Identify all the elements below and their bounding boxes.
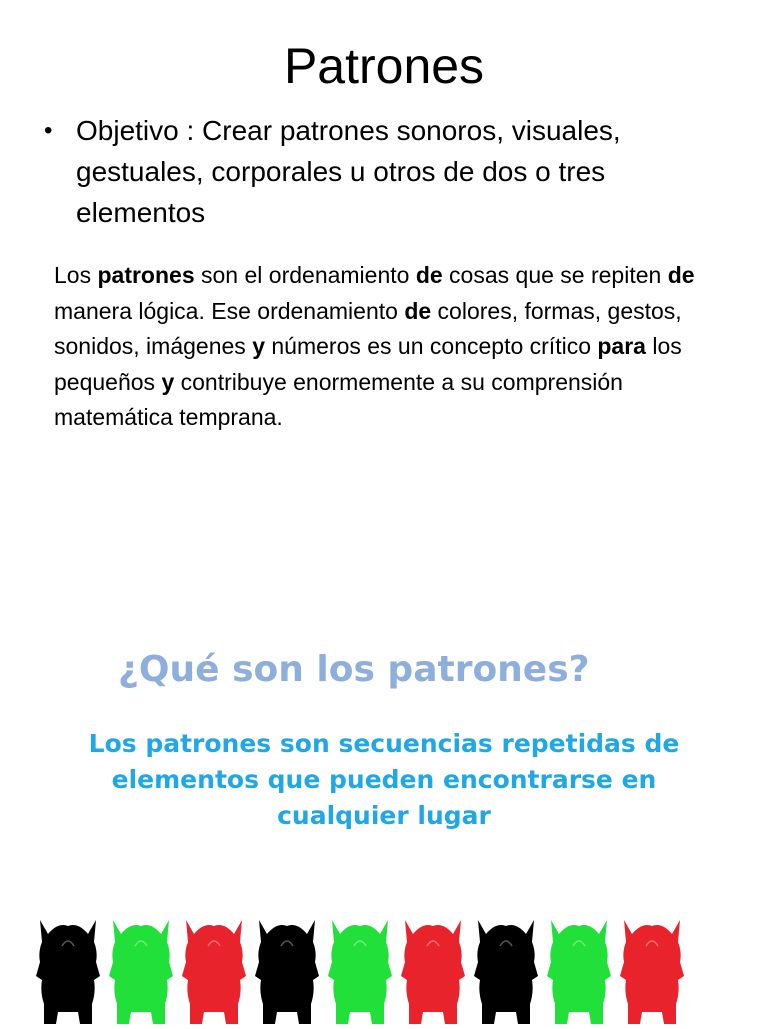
paragraph-run: cosas que se repiten	[442, 262, 668, 288]
monster-silhouette-icon	[109, 912, 173, 1024]
monster-silhouette-icon	[401, 912, 465, 1024]
paragraph-run: manera lógica. Ese ordenamiento	[54, 297, 405, 324]
bold-word: y	[252, 333, 265, 359]
bold-word: patrones	[97, 262, 195, 288]
monster-silhouette-icon	[474, 912, 538, 1024]
question-heading: ¿Qué son los patrones?	[118, 649, 590, 690]
monster-silhouette-icon	[620, 912, 684, 1024]
paragraph-run: son el ordenamiento	[194, 262, 416, 288]
monster-silhouette-icon	[36, 912, 100, 1024]
objective-bullet	[44, 110, 704, 233]
monster-pattern-row	[36, 912, 736, 1024]
bold-word: para	[597, 333, 646, 359]
monster-silhouette-icon	[328, 912, 392, 1024]
monster-silhouette-icon	[182, 912, 246, 1024]
bullet-icon: •	[44, 117, 53, 144]
paragraph-run: Los	[54, 262, 98, 288]
paragraph-run: colores, formas, gestos, sonidos, imágenes	[54, 297, 682, 359]
bold-word: de	[415, 262, 443, 288]
paragraph-run: números es un concepto crítico	[264, 333, 598, 359]
monster-silhouette-icon	[255, 912, 319, 1024]
paragraph-run: los pequeños	[54, 333, 682, 395]
answer-text: Los patrones son secuencias repetidas de elementos que pueden encontrarse en cualquier lugar	[88, 729, 680, 830]
patterns-definition-paragraph	[54, 258, 734, 436]
paragraph-run: contribuye enormemente a su comprensión matemática temprana.	[54, 368, 623, 430]
bold-word: de	[667, 262, 695, 288]
bold-word: y	[161, 368, 175, 395]
monster-silhouette-icon	[547, 912, 611, 1024]
slide-title: Patrones	[283, 38, 485, 94]
bold-word: de	[404, 297, 432, 324]
objective-text: Objetivo : Crear patrones sonoros, visuales, gestuales, corporales u otros de dos o tres elementos	[76, 115, 621, 228]
